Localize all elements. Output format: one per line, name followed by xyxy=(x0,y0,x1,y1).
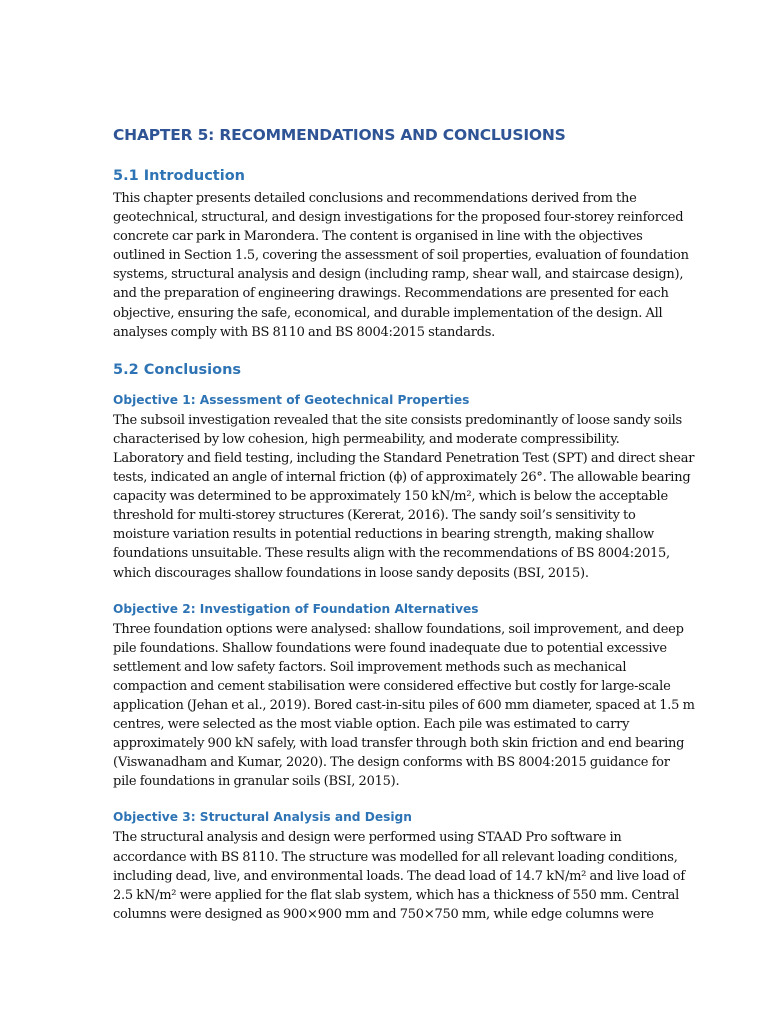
paragraph-line: This chapter presents detailed conclusions and recommendations derived from the xyxy=(113,191,637,206)
paragraph-line: objective, ensuring the safe, economical, and durable implementation of the design. All xyxy=(113,305,663,321)
paragraph-line: The structural analysis and design were performed using STAAD Pro software in xyxy=(113,830,622,846)
paragraph-line: concrete car park in Marondera. The content is organised in line with the objectives xyxy=(113,229,643,245)
paragraph-line: application (Jehan et al., 2019). Bored cast-in-situ piles of 600 mm diameter, spaced at 1.5 m xyxy=(113,697,695,713)
paragraph-line: threshold for multi-storey structures (Kererat, 2016). The sandy soil’s sensitivity to xyxy=(113,508,636,524)
paragraph-line: Three foundation options were analysed: shallow foundations, soil improvement, and deep xyxy=(113,621,684,637)
paragraph-line: capacity was determined to be approximately 150 kN/m², which is below the acceptable xyxy=(113,489,668,505)
paragraph-line: Laboratory and field testing, including the Standard Penetration Test (SPT) and direct shear xyxy=(113,450,695,466)
paragraph-line: pile foundations. Shallow foundations were found inadequate due to potential excessive xyxy=(113,640,667,656)
section-heading-conclusions: 5.2 Conclusions xyxy=(113,361,242,378)
paragraph-line: characterised by low cohesion, high permeability, and moderate compressibility. xyxy=(113,431,620,447)
paragraph-line: analyses comply with BS 8110 and BS 8004:2015 standards. xyxy=(113,324,496,340)
paragraph-line: 2.5 kN/m² were applied for the flat slab system, which has a thickness of 550 mm. Central xyxy=(113,887,679,903)
paragraph-line: systems, structural analysis and design (including ramp, shear wall, and staircase design), xyxy=(113,267,684,283)
paragraph-line: which discourages shallow foundations in loose sandy deposits (BSI, 2015). xyxy=(113,565,589,581)
objective-2-heading: Objective 2: Investigation of Foundation Alternatives xyxy=(113,601,479,616)
introduction-paragraph xyxy=(113,189,688,342)
objective-1-heading: Objective 1: Assessment of Geotechnical Properties xyxy=(113,392,470,407)
chapter-title: CHAPTER 5: RECOMMENDATIONS AND CONCLUSIONS xyxy=(113,126,566,144)
paragraph-line: centres, were selected as the most viable option. Each pile was estimated to carry xyxy=(113,717,630,733)
paragraph-line: The subsoil investigation revealed that the site consists predominantly of loose sandy soils xyxy=(113,412,682,428)
paragraph-line: columns were designed as 900×900 mm and 750×750 mm, while edge columns were xyxy=(113,906,654,922)
paragraph-line: including dead, live, and environmental loads. The dead load of 14.7 kN/m² and live load of xyxy=(113,868,685,884)
objective-1-paragraph xyxy=(113,411,695,583)
paragraph-line: (Viswanadham and Kumar, 2020). The design conforms with BS 8004:2015 guidance for xyxy=(113,755,670,771)
objective-3-heading: Objective 3: Structural Analysis and Design xyxy=(113,810,412,825)
section-heading-introduction: 5.1 Introduction xyxy=(113,168,245,184)
paragraph-line: moisture variation results in potential reductions in bearing strength, making shallow xyxy=(113,527,654,543)
objective-2-paragraph xyxy=(113,620,695,792)
paragraph-line: and the preparation of engineering drawings. Recommendations are presented for each xyxy=(113,286,669,302)
paragraph-line: outlined in Section 1.5, covering the assessment of soil properties, evaluation of foundation xyxy=(113,248,689,264)
paragraph-line: accordance with BS 8110. The structure was modelled for all relevant loading conditions, xyxy=(113,849,678,865)
paragraph-line: tests, indicated an angle of internal friction (ϕ) of approximately 26°. The allowable bearing xyxy=(113,470,691,486)
objective-3-paragraph xyxy=(113,828,688,923)
paragraph-line: pile foundations in granular soils (BSI, 2015). xyxy=(113,774,400,790)
paragraph-line: geotechnical, structural, and design investigations for the proposed four-storey reinforced xyxy=(113,210,684,226)
paragraph-line: foundations unsuitable. These results align with the recommendations of BS 8004:2015, xyxy=(113,546,670,562)
paragraph-line: approximately 900 kN safely, with load transfer through both skin friction and end bearing xyxy=(113,736,685,752)
paragraph-line: settlement and low safety factors. Soil improvement methods such as mechanical xyxy=(113,659,627,675)
paragraph-line: compaction and cement stabilisation were considered effective but costly for large-scale xyxy=(113,678,671,694)
